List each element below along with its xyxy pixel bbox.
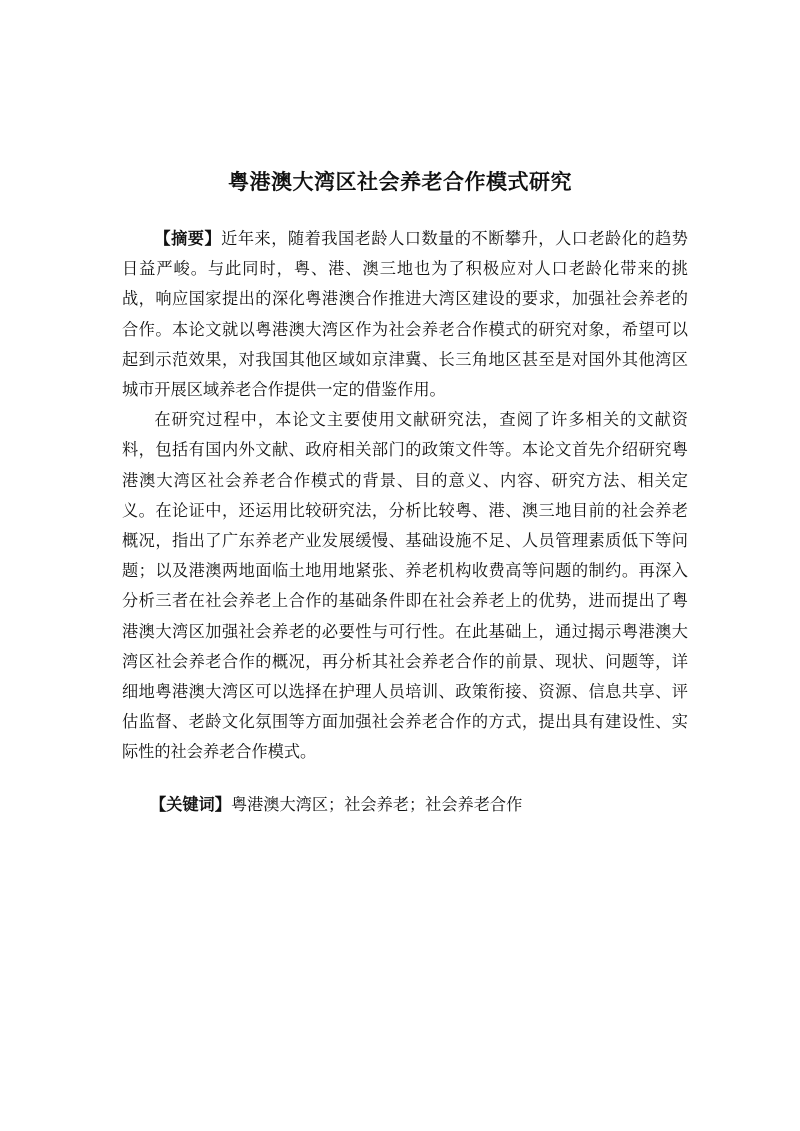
abstract-section [122,224,688,768]
keywords-text: 粤港澳大湾区；社会养老；社会养老合作 [230,795,523,814]
abstract-label: 【摘要】 [154,229,222,248]
keywords-line [150,790,710,820]
keywords-label: 【关键词】 [150,795,231,814]
document-title: 粤港澳大湾区社会养老合作模式研究 [228,170,572,194]
abstract-paragraph-1-text: 近年来，随着我国老龄人口数量的不断攀升，人口老龄化的趋势日益严峻。与此同时，粤、港、澳三地也为了积极应对人口老龄化带来的挑战，响应国家提出的深化粤港澳合作推进大湾区建设的要求，加强社会养老的合作。本论文就以粤港澳大湾区作为社会养老合作模式的研究对象，希望可以起到示范效果，对我国其他区域如京津冀、长三角地区甚至是对国外其他湾区城市开展区域养老合作提供一定的借鉴作用。 [122,229,688,400]
abstract-paragraph-2: 在研究过程中，本论文主要使用文献研究法，查阅了许多相关的文献资料，包括有国内外文献、政府相关部门的政策文件等。本论文首先介绍研究粤港澳大湾区社会养老合作模式的背景、目的意义、内容、研究方法、相关定义。在论证中，还运用比较研究法，分析比较粤、港、澳三地目前的社会养老概况，指出了广东养老产业发展缓慢、基础设施不足、人员管理素质低下等问题；以及港澳两地面临土地用地紧张、养老机构收费高等问题的制约。再深入分析三者在社会养老上合作的基础条件即在社会养老上的优势，进而提出了粤港澳大湾区加强社会养老的必要性与可行性。在此基础上，通过揭示粤港澳大湾区社会养老合作的概况，再分析其社会养老合作的前景、现状、问题等，详细地粤港澳大湾区可以选择在护理人员培训、政策衔接、资源、信息共享、评估监督、老龄文化氛围等方面加强社会养老合作的方式，提出具有建设性、实际性的社会养老合作模式。 [122,410,688,762]
abstract-paragraph-1 [122,224,688,405]
